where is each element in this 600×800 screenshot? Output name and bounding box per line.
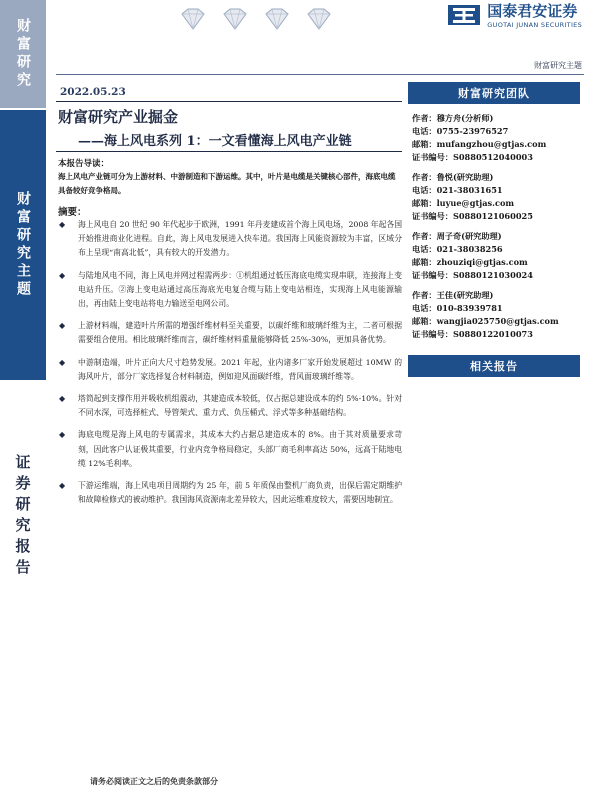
sidebar-middle-label: 财富研究主题: [15, 191, 31, 299]
author-cert: 证书编号：S0880512040003: [412, 152, 533, 162]
abstract-list: [58, 218, 402, 515]
author-email[interactable]: 邮箱：luyue@gtjas.com: [412, 198, 515, 208]
footer-disclaimer: 请务必阅读正文之后的免责条款部分: [90, 776, 218, 786]
company-logo: [447, 0, 582, 29]
abstract-bullet: ◆ 下游运维端，海上风电项目周期约为 25 年，前 5 年质保由整机厂商负责，出保后需定期维护和故障检修式的被动维护。我国海风资源南北差异较大，因此运维难度较大，需要因地制宜。: [58, 479, 402, 507]
abstract-bullet: ◆ 中游制造端，叶片正向大尺寸趋势发展。2021 年起，业内诸多厂家开始发展超过 10MW 的海风叶片，部分厂家选择复合材料制造，例如迎风面碳纤维，背风面玻璃纤维等。: [58, 356, 402, 384]
header-decoration: [178, 8, 334, 30]
diamond-icon: [304, 8, 334, 30]
title-rule: [56, 101, 402, 102]
author-phone: 电话：021-38031651: [412, 185, 503, 195]
header-right-tag: 财富研究主题: [534, 61, 582, 70]
author-email[interactable]: 邮箱：wangjia025750@gtjas.com: [412, 316, 559, 326]
guide-text: 海上风电产业链可分为上游材料、中游制造和下游运维。其中，叶片是电缆是关键核心部件，海底电缆具备较好竞争格局。: [58, 172, 396, 195]
sidebar-bottom-label: 证券研究报告: [13, 454, 32, 580]
report-date: 2022.05.23: [60, 86, 126, 98]
author-cert: 证书编号：S0880121060025: [412, 211, 533, 221]
subtitle-rule: [56, 151, 402, 152]
header-divider: [56, 74, 584, 75]
report-subtitle: ——海上风电系列 1：一文看懂海上风电产业链: [78, 134, 352, 149]
abstract-heading: 摘要：: [58, 207, 87, 218]
author-card: [412, 171, 584, 223]
diamond-icon: [262, 8, 292, 30]
abstract-bullet: ◆ 与陆地风电不同，海上风电并网过程需两步：①机组通过低压海底电缆实现串联，连接海上变电站升压。②海上变电站通过高压海底光电复合缆与陆上变电站相连，实现海上风电能源输出，再由陆上变电站将电力输送至电网公司。: [58, 269, 402, 312]
guide-heading: 本报告导读：: [58, 159, 110, 169]
author-phone: 电话：010-83939781: [412, 303, 503, 313]
author-card: [412, 112, 584, 164]
related-reports-heading[interactable]: 相关报告: [408, 355, 580, 377]
sidebar-top-label: 财富研究: [15, 18, 31, 90]
sidebar-top: [0, 0, 46, 108]
author-list: [412, 112, 584, 348]
author-email[interactable]: 邮箱：zhouziqi@gtjas.com: [412, 257, 528, 267]
author-email[interactable]: 邮箱：mufangzhou@gtjas.com: [412, 139, 547, 149]
abstract-bullet: ◆ 海底电缆是海上风电的专属需求，其成本大约占据总建造成本的 8%。由于其对质量要求苛刻，因此客户认证极其重要，行业内竞争格局稳定，头部厂商毛利率高达 50%，远高于陆地电缆 12%毛利率。: [58, 428, 402, 471]
author-card: [412, 230, 584, 282]
logo-chinese-name: 国泰君安证券: [487, 2, 578, 20]
author-phone: 电话：021-38038256: [412, 244, 503, 254]
diamond-icon: [178, 8, 208, 30]
author-cert: 证书编号：S0880122010073: [412, 329, 533, 339]
abstract-bullet: ◆ 海上风电自 20 世纪 90 年代起步于欧洲，1991 年丹麦建成首个海上风电场，2008 年起各国开始推进商业化进程。自此，海上风电发展进入快车道。我国海上风能资源较为丰富，区域分布上呈现“南高北低”，具有较大的开发潜力。: [58, 218, 402, 261]
logo-english-name: GUOTAI JUNAN SECURITIES: [487, 21, 582, 29]
sidebar-middle: [0, 110, 46, 380]
abstract-bullet: ◆ 上游材料端，建造叶片所需的增强纤维材料至关重要，以碳纤维和玻璃纤维为主，二者可根据需要组合使用。相比玻璃纤维而言，碳纤维材料重量能够降低 25%-30%，更加具备优势。: [58, 319, 402, 347]
team-heading: 财富研究团队: [408, 82, 580, 104]
author-name: 作者：鲁悦(研究助理): [412, 172, 494, 182]
author-card: [412, 289, 584, 341]
sidebar-bottom: [0, 382, 46, 782]
report-title: 财富研究产业掘金: [58, 108, 179, 126]
author-name: 作者：穆方舟(分析师): [412, 113, 494, 123]
logo-mark-icon: [447, 4, 481, 26]
author-phone: 电话：0755-23976527: [412, 126, 509, 136]
diamond-icon: [220, 8, 250, 30]
author-cert: 证书编号：S0880121030024: [412, 270, 533, 280]
author-name: 作者：王佳(研究助理): [412, 290, 494, 300]
abstract-bullet: ◆ 塔筒起到支撑作用并吸收机组震动，其建造成本较低，仅占据总建设成本的约 5%-10%。针对不同水深，可选择桩式、导管架式、重力式、负压桶式、浮式等多种基础结构。: [58, 392, 402, 420]
author-name: 作者：周子奇(研究助理): [412, 231, 502, 241]
